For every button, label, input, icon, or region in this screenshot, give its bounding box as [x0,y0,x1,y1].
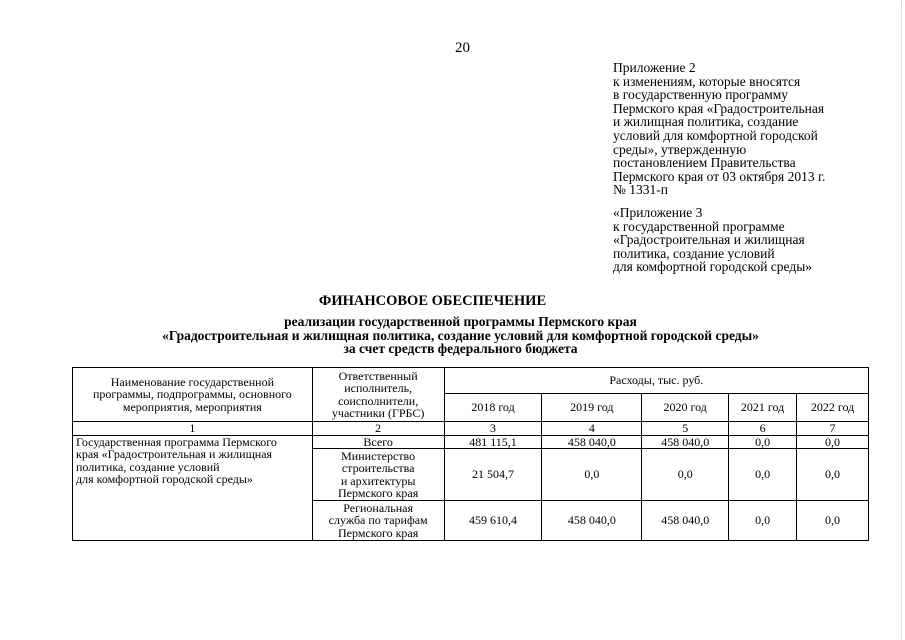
value-cell: 458 040,0 [642,435,729,449]
appendix-line: в государственную программу [613,87,789,103]
header-year: 2020 год [642,394,729,422]
header-name-col: Наименование государственной программы, подпрограммы, основного мероприятия, мероприятия [73,368,313,422]
executor-cell: Региональная служба по тарифам Пермского края [312,501,444,541]
col-number: 1 [73,422,313,436]
appendix-line: постановлением Правительства [613,155,796,171]
appendix-line: политика, создание условий [613,245,775,261]
col-number: 2 [312,422,444,436]
value-cell: 0,0 [729,435,797,449]
appendix-line: Пермского края «Градостроительная [613,100,825,116]
appendix-reference [613,61,883,197]
executor-cell: Министерство строительства и архитектуры Пермского края [312,449,444,501]
value-cell: 481 115,1 [444,435,542,449]
subtitle-line: «Градостроительная и жилищная политика, создание условий для комфортной городской среды» [162,327,759,343]
value-cell: 0,0 [797,501,869,541]
col-number: 4 [542,422,642,436]
col-number: 7 [797,422,869,436]
financing-table [72,367,869,541]
value-cell: 458 040,0 [642,501,729,541]
appendix-line: «Градостроительная и жилищная [613,232,805,248]
value-cell: 21 504,7 [444,449,542,501]
value-cell: 0,0 [542,449,642,501]
appendix-line: для комфортной городской среды» [613,259,813,275]
appendix-line: среды», утвержденную [613,141,747,157]
col-number: 5 [642,422,729,436]
appendix-line: Пермского края от 03 октября 2013 г. [613,168,826,184]
executor-cell: Всего [312,435,444,449]
appendix-line: условий для комфортной городской [613,127,818,143]
appendix-line: к изменениям, которые вносятся [613,73,801,89]
document-subtitle [8,315,905,356]
header-executor-col: Ответственный исполнитель, соисполнители, участники (ГРБС) [312,368,444,422]
header-expenses: Расходы, тыс. руб. [444,368,868,394]
value-cell: 458 040,0 [542,501,642,541]
appendix-line: «Приложение 3 [613,205,703,220]
header-year: 2022 год [797,394,869,422]
subtitle-line: реализации государственной программы Пермского края [284,314,637,329]
header-year: 2019 год [542,394,642,422]
subtitle-line: за счет средств федерального бюджета [343,341,578,356]
value-cell: 459 610,4 [444,501,542,541]
header-year: 2018 год [444,394,542,422]
value-cell: 0,0 [729,501,797,541]
col-number: 6 [729,422,797,436]
value-cell: 0,0 [797,449,869,501]
appendix-line: № 1331-п [613,182,668,198]
col-number: 3 [444,422,542,436]
header-year: 2021 год [729,394,797,422]
appendix-line: Приложение 2 [613,60,696,75]
value-cell: 0,0 [797,435,869,449]
appendix-line: и жилищная политика, создание [613,114,799,130]
appendix-inner-reference [613,206,883,274]
appendix-line: к государственной программе [613,218,785,234]
scan-edge-artifact [901,0,905,640]
value-cell: 0,0 [729,449,797,501]
page-number: 20 [455,40,470,56]
value-cell: 458 040,0 [542,435,642,449]
program-name-cell: Государственная программа Пермского края «Градостроительная и жилищная политика, создание условий для комфортной городской среды» [73,435,313,541]
document-title: ФИНАНСОВОЕ ОБЕСПЕЧЕНИЕ [318,293,547,309]
value-cell: 0,0 [642,449,729,501]
